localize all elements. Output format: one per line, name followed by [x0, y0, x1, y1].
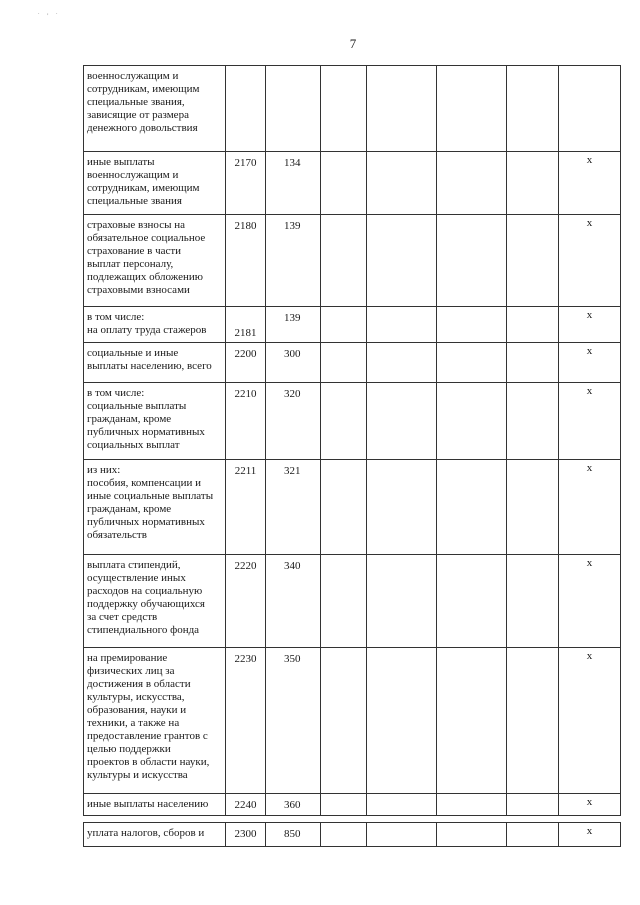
empty-cell	[437, 307, 507, 343]
row-kosgu-code: 139	[266, 215, 321, 307]
empty-cell	[507, 460, 559, 555]
row-mark: х	[559, 215, 621, 307]
empty-cell	[437, 343, 507, 383]
table-row	[84, 648, 621, 794]
empty-cell	[437, 794, 507, 816]
empty-cell	[437, 823, 507, 847]
empty-cell	[437, 383, 507, 460]
empty-cell	[507, 152, 559, 215]
empty-cell	[367, 383, 437, 460]
row-kosgu-code: 850	[266, 823, 321, 847]
row-kosgu-code: 139	[266, 307, 321, 343]
empty-cell	[367, 343, 437, 383]
row-description: в том числе: на оплату труда стажеров	[84, 307, 226, 343]
table-gap	[84, 816, 621, 823]
row-code	[226, 66, 266, 152]
row-description: военнослужащим и сотрудникам, имеющим специальные звания, зависящие от размера денежного довольствия	[84, 66, 226, 152]
empty-cell	[367, 152, 437, 215]
empty-cell	[507, 383, 559, 460]
empty-cell	[367, 66, 437, 152]
row-kosgu-code: 360	[266, 794, 321, 816]
empty-cell	[507, 307, 559, 343]
empty-cell	[367, 794, 437, 816]
row-code: 2180	[226, 215, 266, 307]
empty-cell	[507, 66, 559, 152]
scan-artifact-marks: . , .	[38, 10, 61, 16]
row-description: выплата стипендий, осуществление иных расходов на социальную поддержку обучающихся за счет средств стипендиального фонда	[84, 555, 226, 648]
budget-table	[83, 65, 621, 847]
row-code: 2240	[226, 794, 266, 816]
table-row	[84, 383, 621, 460]
row-kosgu-code: 134	[266, 152, 321, 215]
table-row	[84, 343, 621, 383]
empty-cell	[507, 823, 559, 847]
row-mark: х	[559, 152, 621, 215]
empty-cell	[507, 215, 559, 307]
table-row	[84, 307, 621, 343]
empty-cell	[507, 794, 559, 816]
empty-cell	[437, 648, 507, 794]
empty-cell	[321, 648, 367, 794]
row-mark: х	[559, 555, 621, 648]
row-kosgu-code: 321	[266, 460, 321, 555]
empty-cell	[321, 307, 367, 343]
row-description: из них: пособия, компенсации и иные социальные выплаты гражданам, кроме публичных нормативных обязательств	[84, 460, 226, 555]
row-mark: х	[559, 383, 621, 460]
table-row	[84, 823, 621, 847]
empty-cell	[367, 307, 437, 343]
row-mark: х	[559, 307, 621, 343]
table-row	[84, 215, 621, 307]
row-description: иные выплаты военнослужащим и сотрудникам, имеющим специальные звания	[84, 152, 226, 215]
empty-cell	[367, 215, 437, 307]
empty-cell	[367, 823, 437, 847]
empty-cell	[437, 152, 507, 215]
table-row	[84, 460, 621, 555]
empty-cell	[321, 343, 367, 383]
table-row	[84, 66, 621, 152]
page-number: 7	[349, 36, 357, 51]
row-mark: х	[559, 343, 621, 383]
empty-cell	[437, 66, 507, 152]
empty-cell	[321, 555, 367, 648]
row-mark: х	[559, 648, 621, 794]
row-code: 2230	[226, 648, 266, 794]
row-description: социальные и иные выплаты населению, всего	[84, 343, 226, 383]
row-description: уплата налогов, сборов и	[84, 823, 226, 847]
row-kosgu-code: 300	[266, 343, 321, 383]
row-code: 2170	[226, 152, 266, 215]
row-code: 2300	[226, 823, 266, 847]
row-code: 2181	[226, 307, 266, 343]
empty-cell	[437, 460, 507, 555]
empty-cell	[507, 343, 559, 383]
empty-cell	[437, 215, 507, 307]
row-description: страховые взносы на обязательное социальное страхование в части выплат персоналу, подлежащих обложению страховыми взносами	[84, 215, 226, 307]
table-row	[84, 555, 621, 648]
row-kosgu-code	[266, 66, 321, 152]
row-code: 2211	[226, 460, 266, 555]
row-description: иные выплаты населению	[84, 794, 226, 816]
empty-cell	[321, 66, 367, 152]
empty-cell	[507, 648, 559, 794]
row-kosgu-code: 340	[266, 555, 321, 648]
empty-cell	[321, 823, 367, 847]
row-code: 2200	[226, 343, 266, 383]
row-code: 2220	[226, 555, 266, 648]
table-row	[84, 152, 621, 215]
empty-cell	[437, 555, 507, 648]
empty-cell	[321, 794, 367, 816]
empty-cell	[321, 152, 367, 215]
row-mark: х	[559, 823, 621, 847]
empty-cell	[367, 648, 437, 794]
empty-cell	[321, 460, 367, 555]
table-row	[84, 794, 621, 816]
row-code: 2210	[226, 383, 266, 460]
row-kosgu-code: 350	[266, 648, 321, 794]
row-mark: х	[559, 794, 621, 816]
row-description: на премирование физических лиц за достижения в области культуры, искусства, образования, науки и техники, а также на предоставление грантов с целью поддержки проектов в области науки, культуры и искусства	[84, 648, 226, 794]
empty-cell	[321, 215, 367, 307]
empty-cell	[367, 460, 437, 555]
empty-cell	[321, 383, 367, 460]
empty-cell	[367, 555, 437, 648]
row-description: в том числе: социальные выплаты гражданам, кроме публичных нормативных социальных выплат	[84, 383, 226, 460]
row-mark: х	[559, 460, 621, 555]
empty-cell	[507, 555, 559, 648]
row-kosgu-code: 320	[266, 383, 321, 460]
row-mark	[559, 66, 621, 152]
